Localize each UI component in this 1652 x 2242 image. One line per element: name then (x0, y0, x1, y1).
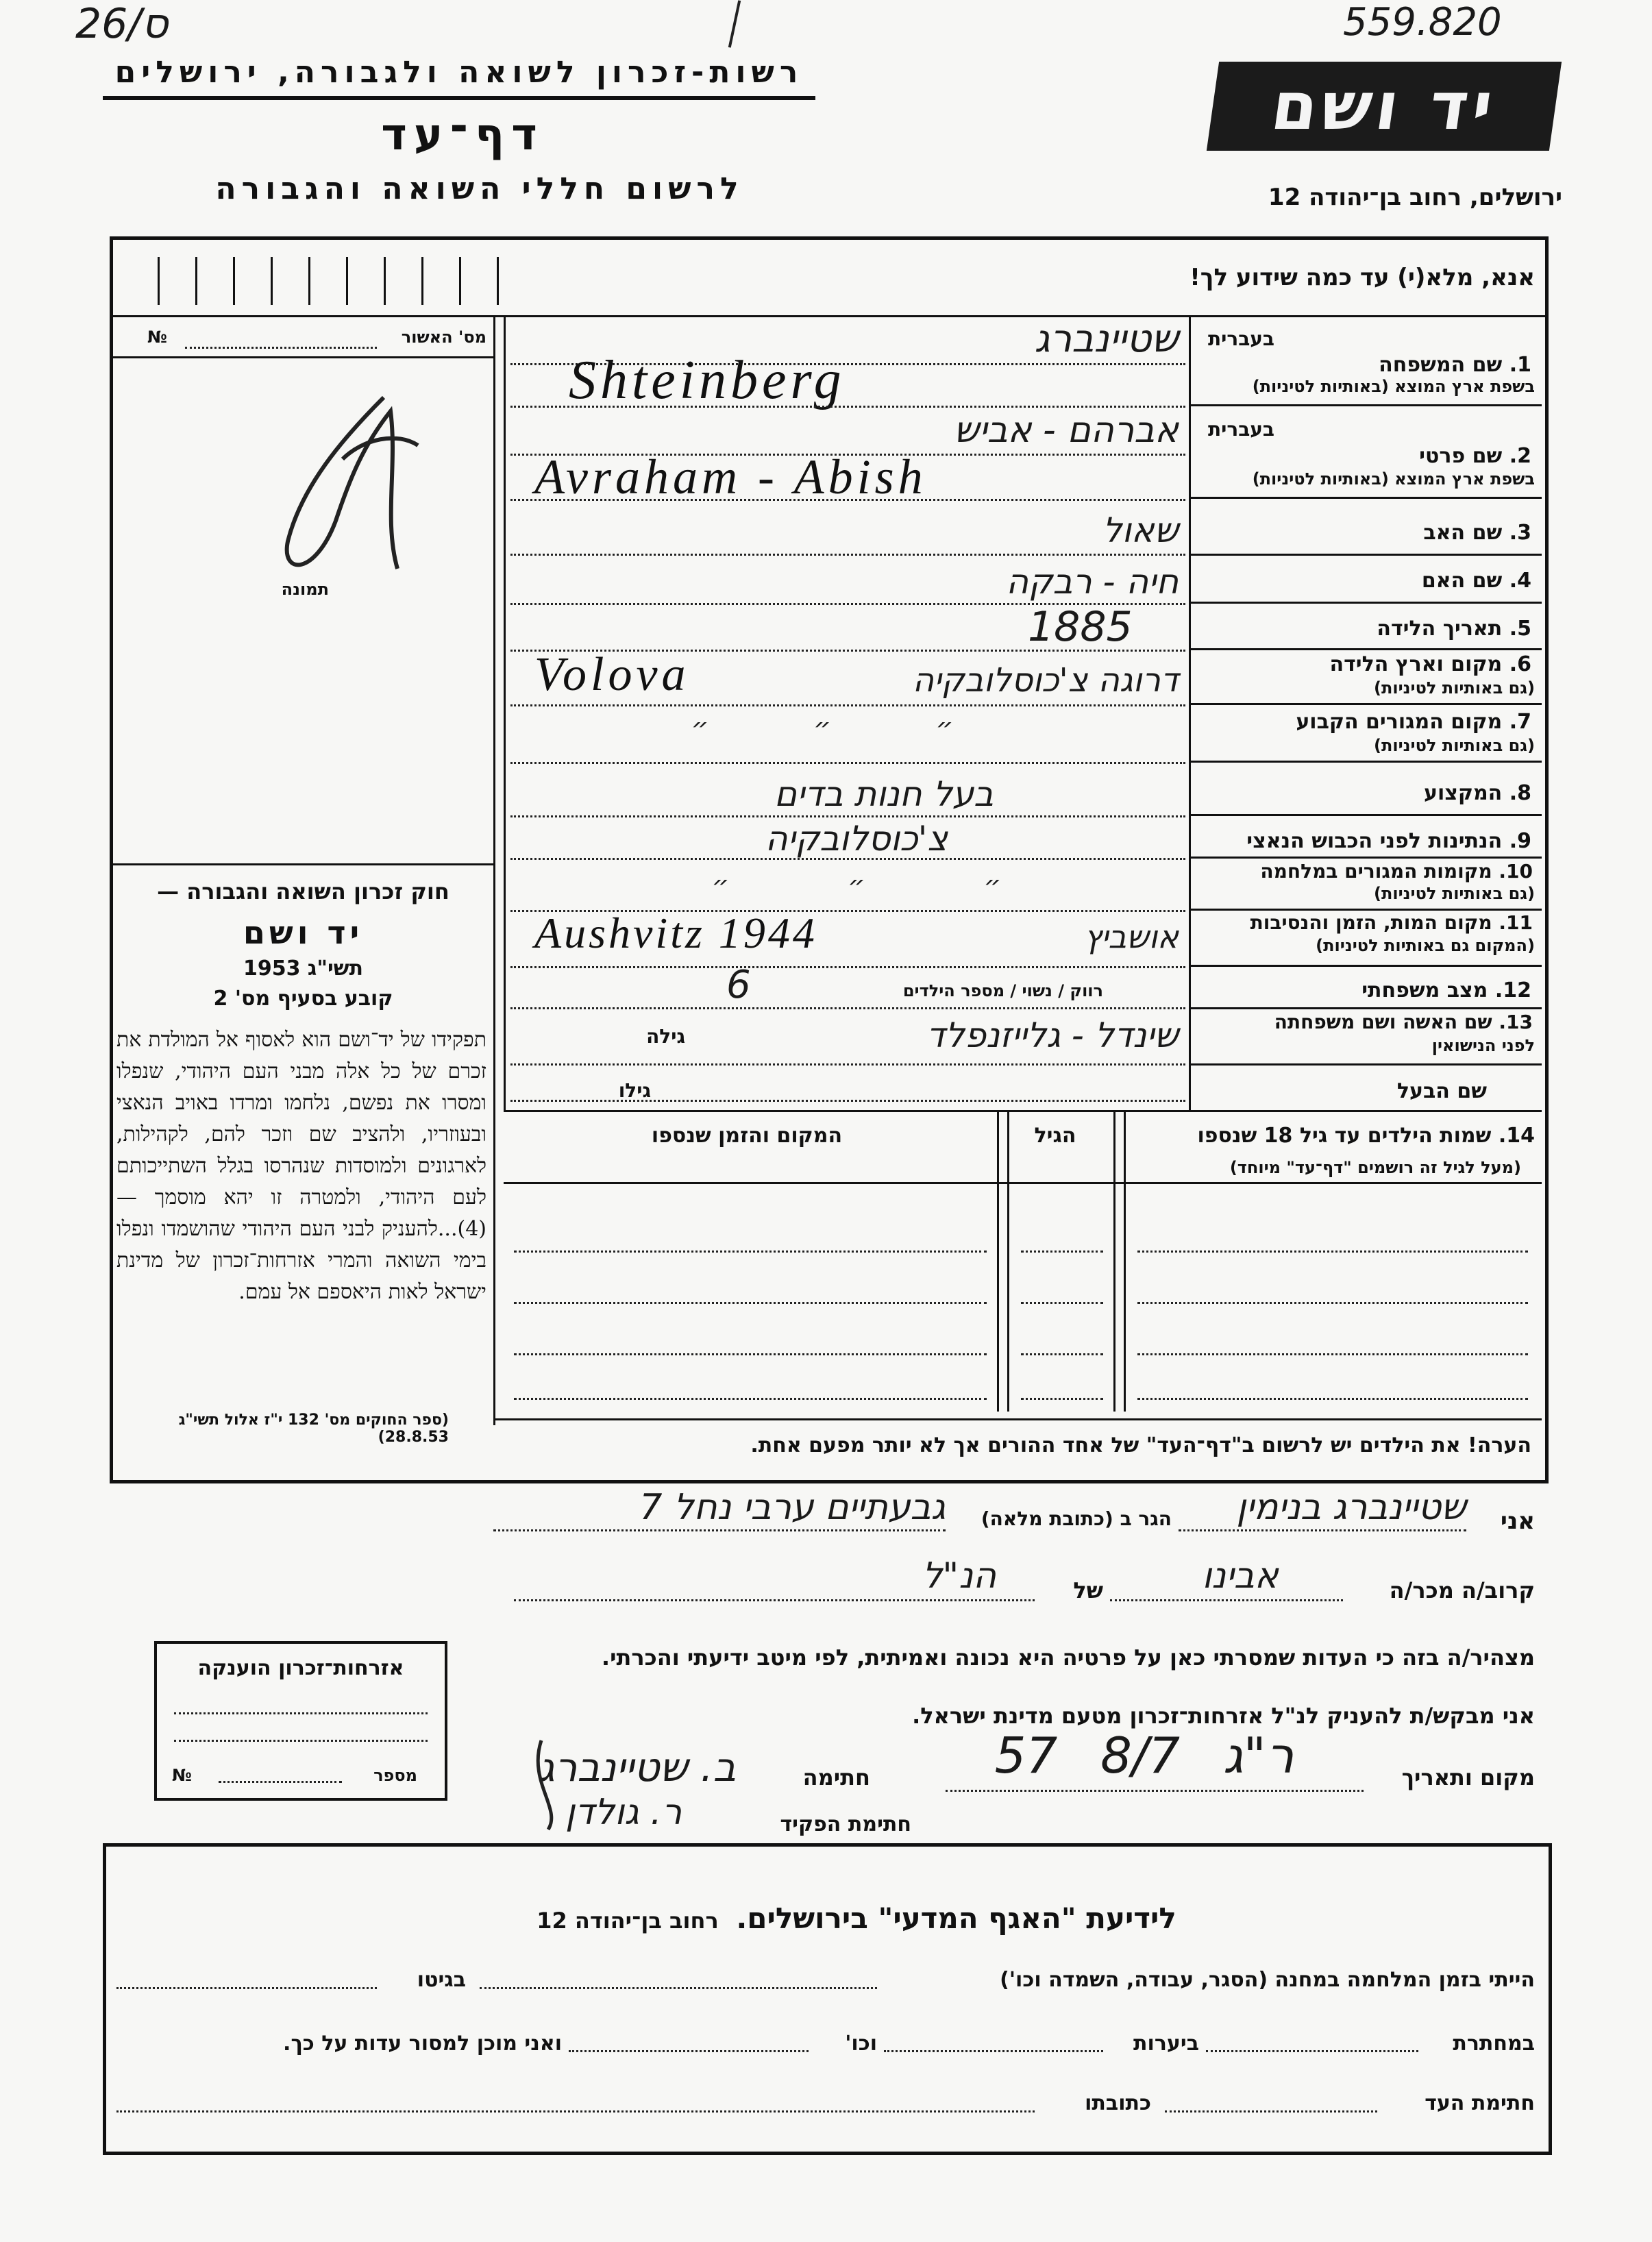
field-5-value: 1885 (1028, 603, 1133, 651)
field-8-value: בעל חנות בדים (774, 774, 994, 814)
form-title: דף־עד (381, 110, 544, 160)
field-7-label: 7. מקום המגורים הקבוע (1296, 710, 1531, 734)
field-9-label: 9. הנתינות לפני הכבוש הנאצי (1246, 829, 1531, 853)
bottom-line2-etc: וכו' (845, 2032, 877, 2056)
field-11-value-hebrew: אושביץ (1084, 918, 1179, 955)
decl-statement: מצהיר/ה בזה כי העדות שמסרתי כאן על פרטיה היא נכונה ואמיתית, לפי מיטב ידיעתי והכרתי. (601, 1644, 1535, 1671)
bottom-title-text: לידיעת "האגף המדעי" בירושלים. (736, 1901, 1176, 1935)
field-13-value: שינדל - גלייזנפלד (926, 1015, 1179, 1055)
corner-slash (728, 0, 741, 47)
decl-relative-label: קרוב/ה מכר/ה (1389, 1577, 1535, 1603)
law-clause: קובע בסעיף מס' 2 (213, 987, 393, 1011)
decl-address: גבעתיים ערבי נחל 7 (639, 1487, 946, 1528)
decl-signature: ב. שטיינברג (538, 1744, 737, 1790)
field-7-value: ״ ״ ״ (691, 713, 954, 744)
citizenship-box (154, 1641, 447, 1801)
citizenship-box-number-label: מספר (373, 1766, 417, 1785)
husband-label: שם הבעל (1396, 1079, 1487, 1103)
field-11-value-latin: Aushvitz 1944 (534, 909, 817, 957)
bottom-line2-underground: במחתרת (1453, 2032, 1535, 2056)
field-6-value-latin: Volova (534, 648, 690, 701)
decl-clerk-signature: ר. גולדן (565, 1792, 682, 1833)
decl-of-value: הנ"ל (922, 1555, 997, 1597)
corner-file-mark: 26/ס (75, 0, 169, 48)
corner-record-number: 559.820 (1343, 0, 1502, 45)
bottom-line3-address: כתובתו (1085, 2091, 1151, 2115)
field-2-value-latin: Avraham - Abish (534, 449, 927, 504)
field-2-sub: בשפת ארץ המוצא (באותיות לטיניות) (1252, 469, 1535, 489)
law-source: (ספר החוקים מס' 132 י"ז אלול תשי"ג 28.8.53) (178, 1412, 449, 1446)
approval-number-symbol: № (147, 328, 167, 347)
field-11-label: 11. מקום המות, הזמן והנסיבות (1250, 911, 1533, 934)
clerk-scribble (521, 1727, 630, 1836)
decl-name: שטיינברג בנימין (1236, 1487, 1466, 1528)
hebrew-tag-2: בעברית (1207, 418, 1274, 441)
bottom-title (480, 1901, 1233, 1935)
intro-text: אנא, מלא(י) עד כמה שידוע לך! (1189, 264, 1535, 291)
decl-lives-label: הגר ב (כתובת מלאה) (981, 1507, 1172, 1530)
header-address: ירושלים, רחוב בן־יהודה 12 (1268, 184, 1562, 211)
law-title: חוק זכרון השואה והגבורה — (157, 878, 449, 904)
bottom-address: רחוב בן־יהודה 12 (537, 1908, 719, 1934)
field-10-sub: (גם באותיות לטיניות) (1374, 884, 1535, 903)
decl-of-label: של (1073, 1577, 1103, 1603)
bottom-line1-ghetto: בגיטו (417, 1968, 466, 1992)
decl-place-date: ר"ג 8/7 57 (994, 1727, 1294, 1784)
field-1-value-latin: Shteinberg (569, 350, 846, 410)
children-col-place: המקום והזמן שנספו (651, 1124, 843, 1148)
field-1-sub: בשפת ארץ המוצא (באותיות לטיניות) (1252, 377, 1535, 396)
field-13-age-label: גילה (646, 1025, 685, 1048)
field-2-label: 2. שם פרטי (1419, 444, 1531, 468)
barcode-ticks (158, 257, 500, 305)
bottom-line2-ready: ואני מוכן למסור עדות על כך. (283, 2032, 562, 2056)
decl-i: אני (1500, 1507, 1535, 1535)
field-10-label: 10. מקומות המגורים במלחמה (1260, 860, 1533, 883)
field-6-value-hebrew: דרוגה צ'כוסלובקיה (912, 661, 1179, 700)
field-9-value: צ'כוסלובקיה (765, 819, 948, 859)
children-label: 14. שמות הילדים עד גיל 18 שנספו (1197, 1124, 1535, 1148)
citizenship-box-title: אזרחות־זכרון הוענקה (197, 1656, 404, 1680)
field-6-label: 6. מקום וארץ הלידה (1329, 652, 1531, 676)
hebrew-tag-1: בעברית (1207, 328, 1274, 350)
decl-place-date-label: מקום ותאריך (1401, 1764, 1535, 1790)
decl-clerk-label: חתימת הפקיד (780, 1812, 911, 1836)
decl-signature-label: חתימה (802, 1764, 870, 1790)
approval-label: מס' האשור (401, 328, 486, 347)
bottom-line3-witness: חתימת העד (1425, 2091, 1535, 2115)
law-name: יד ושם (243, 914, 364, 951)
bottom-line2-forests: ביערות (1133, 2032, 1199, 2056)
field-13-label: 13. שם האשה ושם משפחתה (1274, 1011, 1533, 1033)
field-4-value: חיה - רבקה (1006, 562, 1179, 602)
logo-text: יד ושם (1266, 68, 1502, 145)
field-7-sub: (גם באותיות לטיניות) (1374, 736, 1535, 755)
field-11-sub: (המקום גם באותיות לטיניות) (1316, 936, 1535, 955)
photo-area-scribble (260, 384, 439, 589)
bottom-frame (103, 1843, 1552, 2155)
field-12-label: 12. מצב משפחתי (1361, 978, 1531, 1002)
field-10-value: ״ ״ ״ (711, 870, 1002, 902)
field-2-value-hebrew: אברהם - אביש (954, 410, 1179, 451)
field-3-label: 3. שם האב (1423, 521, 1531, 545)
field-3-value: שאול (1102, 510, 1179, 550)
decl-request: אני מבקש/ת להעניק לנ"ל אזרחות־זכרון מטעם מדינת ישראל. (912, 1703, 1535, 1729)
law-year: תשי"ג 1953 (243, 957, 364, 981)
institution-name: רשות-זכרון לשואה ולגבורה, ירושלים (114, 55, 804, 90)
field-6-sub: (גם באותיות לטיניות) (1374, 678, 1535, 698)
institution-underline (103, 96, 815, 100)
husband-age-label: גילו (618, 1079, 651, 1102)
field-1-label: 1. שם המשפחה (1379, 353, 1531, 377)
bottom-line1-text: הייתי בזמן המלחמה במחנה (הסגר, עבודה, השמדה וכו') (1000, 1968, 1535, 1992)
field-12-options: רווק / נשוי / מספר הילדים (902, 981, 1103, 1000)
field-13-sub: לפני הנישואין (1431, 1036, 1535, 1055)
field-4-label: 4. שם האם (1421, 569, 1531, 593)
field-5-label: 5. תאריך הלידה (1377, 617, 1531, 641)
law-text: תפקידו של יד־ושם הוא לאסוף אל המולדת את זכרם של כל אלה מבני העם היהודי, שנפלו ומסרו את נפשם, נלחמו ומרדו באויב הנאצי ובעוזריו, ולהציב שם וזכר להם, לקהילות, לארגונים ולמוסדות שנהרסו בגלל השתייכותם לעם היהודי, ולמטרה זו יהא מוסמך —(4)...להעניק לבני העם היהודי שהושמדו ונפלו בימי השואה והמרי אזרחות־זכרון של מדינת ישראל לאות היאספם אל עמם. (116, 1028, 486, 1304)
decl-relation: אבינו (1202, 1555, 1279, 1597)
yad-vashem-logo (1207, 62, 1562, 151)
children-note: הערה! את הילדים יש לרשום ב"דף־העד" של אחד ההורים אך לא יותר מפעם אחת. (750, 1433, 1531, 1457)
field-12-value: 6 (726, 963, 751, 1007)
field-1-value-hebrew: שטיינברג (1034, 317, 1179, 361)
citizenship-box-no: № (172, 1766, 192, 1785)
photo-label: תמונה (281, 580, 329, 599)
form-subtitle: לרשום חללי השואה והגבורה (215, 171, 744, 206)
field-8-label: 8. המקצוע (1423, 781, 1531, 805)
children-col-age: הגיל (1034, 1124, 1076, 1148)
children-sub: (מעל לגיל זה רושמים "דף־עד" מיוחד) (1229, 1158, 1521, 1177)
